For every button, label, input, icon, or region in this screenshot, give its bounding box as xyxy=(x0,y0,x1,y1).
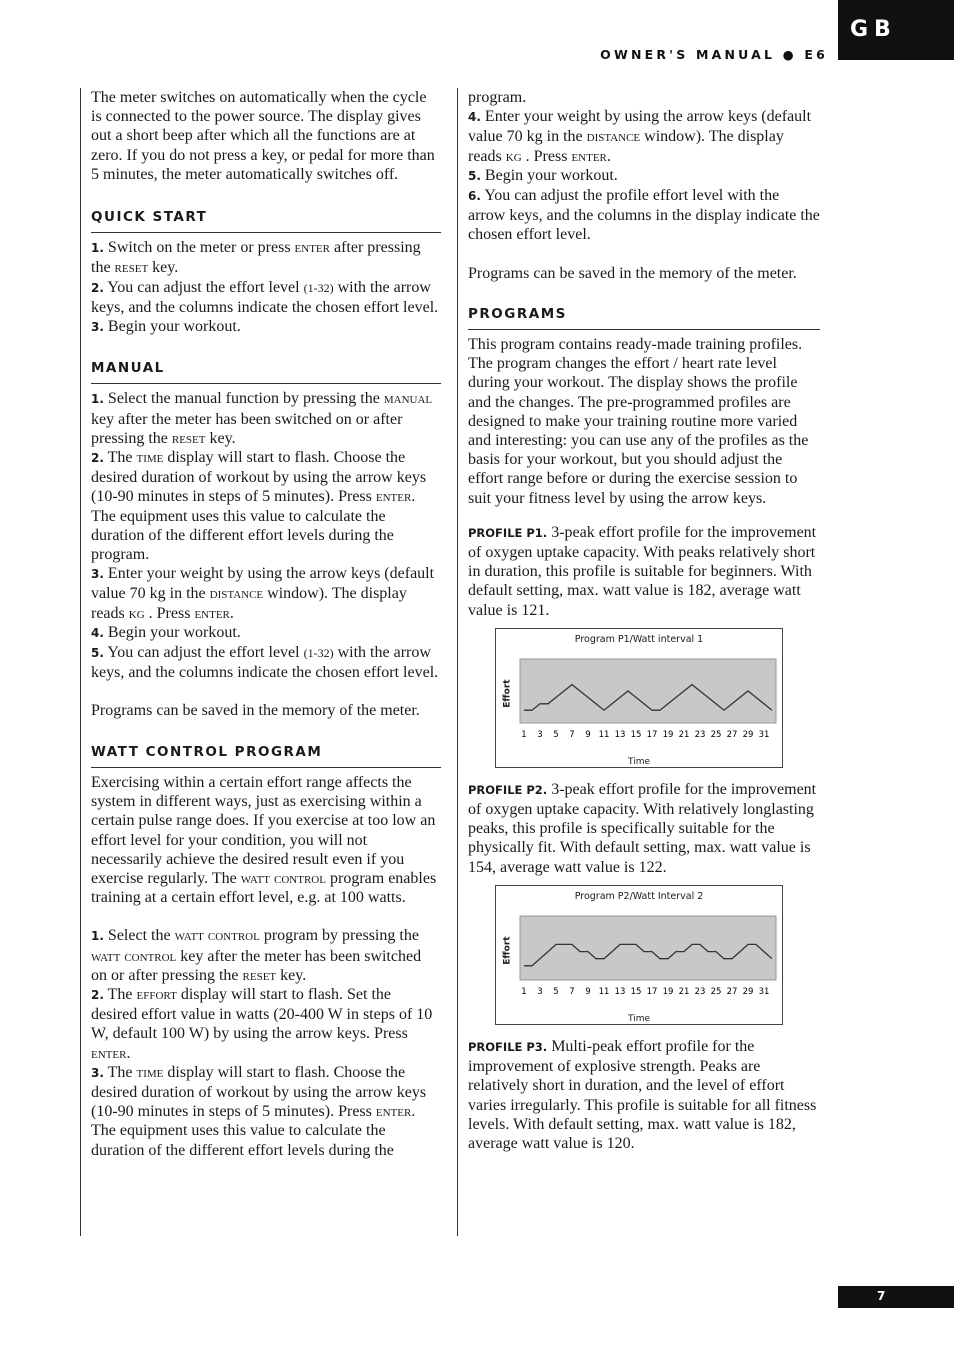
x-tick-label: 9 xyxy=(585,729,591,740)
continued-text: program. xyxy=(468,89,527,106)
chart-title: Program P1/Watt interval 1 xyxy=(574,633,704,645)
x-tick-label: 25 xyxy=(710,729,722,740)
x-tick-label: 29 xyxy=(742,986,754,997)
x-tick-label: 23 xyxy=(694,986,706,997)
plot-area xyxy=(520,659,776,723)
left-column xyxy=(91,88,441,1160)
x-tick-label: 21 xyxy=(678,729,690,740)
watt-step-2: 2. The effort display will start to flash. Set the desired effort value in watts (20-400 W in steps of 10 W, default 100 W) by using the arrow keys. Press enter. xyxy=(91,985,433,1062)
x-tick-label: 23 xyxy=(694,729,706,740)
watt-saved-note: Programs can be saved in the memory of the meter. xyxy=(468,264,797,282)
profile-p1-chart xyxy=(495,628,783,768)
manual-saved-note: Programs can be saved in the memory of the meter. xyxy=(91,702,420,720)
watt-step-6: 6. You can adjust the profile effort level with the arrow keys, and the columns in the display indicate the chosen effort level. xyxy=(468,187,820,244)
chart-plot xyxy=(496,629,782,767)
quick-start-step-1: 1. Switch on the meter or press enter after pressing the reset key. xyxy=(91,239,421,277)
x-tick-label: 7 xyxy=(569,986,575,997)
chart-y-label: Effort xyxy=(502,679,513,708)
watt-control-intro: Exercising within a certain effort range affects the system in different ways, just as exercising within a certain pulse range does. If you exercise at too low an effort level for your condition, you will not necessarily achieve the desired result even if you exercise regularly. The watt control program enables training at a certain effort level, e.g. at 100 watts. xyxy=(91,773,437,907)
x-tick-label: 27 xyxy=(726,729,738,740)
profile-p3-description: PROFILE P3. Multi-peak effort profile for the improvement of explosive strength. Peaks are relatively short in duration, and the level of effort varies irregularly. This profile is suitable for all fitness levels. With default setting, max. watt value is 182, average watt value is 120. xyxy=(468,1037,817,1152)
chart-title: Program P2/Watt Interval 2 xyxy=(574,890,704,902)
x-tick-label: 31 xyxy=(758,986,770,997)
quick-start-step-3: 3. Begin your workout. xyxy=(91,318,241,336)
x-tick-label: 17 xyxy=(646,729,658,740)
watt-step-5: 5. Begin your workout. xyxy=(468,166,618,184)
x-tick-label: 31 xyxy=(758,729,770,740)
x-tick-label: 29 xyxy=(742,729,754,740)
programs-intro: This program contains ready-made training profiles. The program changes the effort / heart rate level during your workout. The display shows the profile and the changes. The pre-programmed profiles are designed to make your training routine more varied and interesting: you can use any of the profiles as the basis for your workout, but you should adjust the effort range before or during the exercise session to suit your fitness level by using the arrow keys. xyxy=(468,336,809,507)
x-tick-label: 15 xyxy=(630,729,642,740)
x-tick-label: 15 xyxy=(630,986,642,997)
watt-step-3: 3. The time display will start to flash. Choose the desired duration of workout by using the arrow keys (10-90 minutes in steps of 5 minutes). Press enter. The equipment uses this value to calculate the duration of the different effort levels during the xyxy=(91,1063,427,1159)
x-tick-label: 1 xyxy=(521,729,527,740)
profile-p2-chart xyxy=(495,885,783,1025)
profile-p2-description: PROFILE P2. 3-peak effort profile for the improvement of oxygen uptake capacity. With relatively longlasting peaks, this profile is specifically suitable for the physically fit. With default setting, max. watt value is 154, average watt value is 122. xyxy=(468,780,817,876)
x-tick-label: 9 xyxy=(585,986,591,997)
chart-plot xyxy=(496,886,782,1024)
page-number: 7 xyxy=(838,1286,954,1308)
center-rule xyxy=(457,88,458,1236)
x-tick-label: 21 xyxy=(678,986,690,997)
x-tick-label: 13 xyxy=(614,729,626,740)
watt-step-4: 4. Enter your weight by using the arrow keys (default value 70 kg in the distance window). The display reads kg . Press enter. xyxy=(468,108,812,165)
quick-start-heading: QUICK START xyxy=(91,208,441,233)
x-tick-label: 11 xyxy=(598,729,610,740)
manual-step-2: 2. The time display will start to flash. Choose the desired duration of workout by using the arrow keys (10-90 minutes in steps of 5 minutes). Press enter. The equipment uses this value to calculate the duration of the different effort levels during the program. xyxy=(91,449,427,564)
chart-x-label: Time xyxy=(627,1013,651,1024)
x-tick-label: 25 xyxy=(710,986,722,997)
watt-step-1: 1. Select the watt control program by pressing the watt control key after the meter has been switched on or after pressing the reset key. xyxy=(91,927,422,984)
programs-heading: PROGRAMS xyxy=(468,305,820,330)
intro-paragraph: The meter switches on automatically when the cycle is connected to the power source. The display gives out a short beep after which all the functions are at zero. If you do not press a key, or pedal for more than 5 minutes, the meter automatically switches off. xyxy=(91,89,435,183)
chart-y-label: Effort xyxy=(502,936,513,965)
x-tick-label: 19 xyxy=(662,729,674,740)
manual-heading: MANUAL xyxy=(91,359,441,384)
x-tick-label: 5 xyxy=(553,729,559,740)
x-tick-label: 11 xyxy=(598,986,610,997)
chart-x-label: Time xyxy=(627,756,651,767)
x-tick-label: 27 xyxy=(726,986,738,997)
x-tick-label: 19 xyxy=(662,986,674,997)
x-tick-label: 17 xyxy=(646,986,658,997)
language-tab: GB xyxy=(838,0,954,60)
x-tick-label: 3 xyxy=(537,986,543,997)
watt-control-heading: WATT CONTROL PROGRAM xyxy=(91,743,441,768)
manual-step-5: 5. You can adjust the effort level (1-32) with the arrow keys, and the columns indicate the chosen effort level. xyxy=(91,644,439,682)
manual-step-1: 1. Select the manual function by pressing the manual key after the meter has been switched on or after pressing the reset key. xyxy=(91,390,433,447)
left-rule xyxy=(80,88,81,1236)
x-tick-label: 7 xyxy=(569,729,575,740)
manual-step-3: 3. Enter your weight by using the arrow keys (default value 70 kg in the distance window). The display reads kg . Press enter. xyxy=(91,565,435,622)
x-tick-label: 3 xyxy=(537,729,543,740)
x-tick-label: 5 xyxy=(553,986,559,997)
right-column xyxy=(468,88,820,1153)
running-header: OWNER'S MANUAL ● E6 xyxy=(600,47,828,62)
quick-start-step-2: 2. You can adjust the effort level (1-32) with the arrow keys, and the columns indicate the chosen effort level. xyxy=(91,278,439,316)
x-tick-label: 13 xyxy=(614,986,626,997)
plot-area xyxy=(520,916,776,980)
x-tick-label: 1 xyxy=(521,986,527,997)
manual-step-4: 4. Begin your workout. xyxy=(91,623,241,641)
profile-p1-description: PROFILE P1. 3-peak effort profile for the improvement of oxygen uptake capacity. With peaks relatively short in duration, this profile is suitable for beginners. With default setting, max. watt value is 182, average watt value is 121. xyxy=(468,523,817,619)
